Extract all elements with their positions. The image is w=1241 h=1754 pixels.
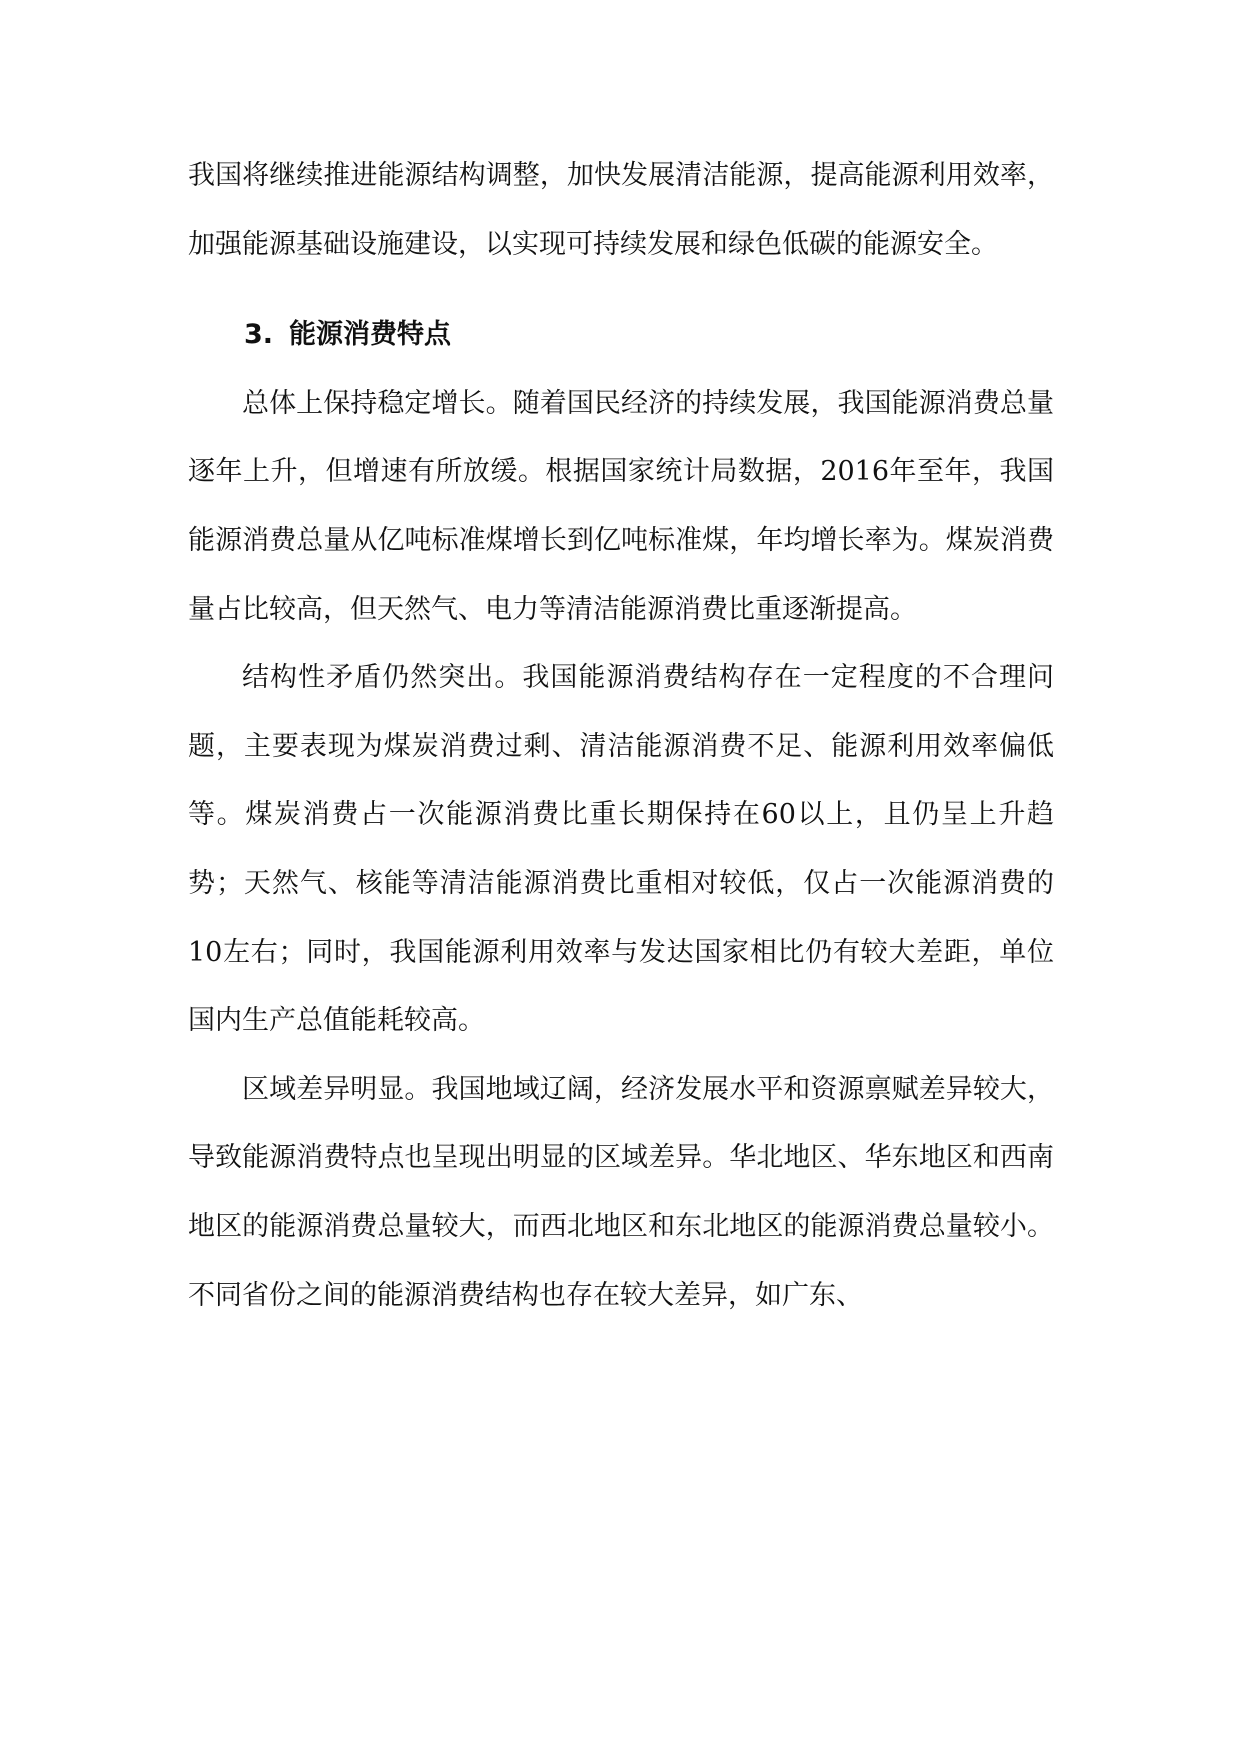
paragraph-growth: 总体上保持稳定增长。随着国民经济的持续发展，我国能源消费总量逐年上升，但增速有所放缓。根据国家统计局数据，2016年至年，我国能源消费总量从亿吨标准煤增长到亿吨标准煤，年均增长率为。煤炭消费量占比较高，但天然气、电力等清洁能源消费比重逐渐提高。 <box>188 387 1054 625</box>
section-heading <box>188 301 1054 370</box>
paragraph-structure: 结构性矛盾仍然突出。我国能源消费结构存在一定程度的不合理问题，主要表现为煤炭消费过剩、清洁能源消费不足、能源利用效率偏低等。煤炭消费占一次能源消费比重长期保持在60以上，且仍呈上升趋势；天然气、核能等清洁能源消费比重相对较低，仅占一次能源消费的10左右；同时，我国能源利用效率与发达国家相比仍有较大差距，单位国内生产总值能耗较高。 <box>188 662 1054 1037</box>
section-title: 能源消费特点 <box>289 319 452 351</box>
document-body <box>188 142 1054 1330</box>
paragraph-continued: 我国将继续推进能源结构调整，加快发展清洁能源，提高能源利用效率，加强能源基础设施建设，以实现可持续发展和绿色低碳的能源安全。 <box>188 160 1054 260</box>
section-number: 3. <box>244 319 274 351</box>
paragraph-regional: 区域差异明显。我国地域辽阔，经济发展水平和资源禀赋差异较大，导致能源消费特点也呈现出明显的区域差异。华北地区、华东地区和西南地区的能源消费总量较大，而西北地区和东北地区的能源消费总量较小。不同省份之间的能源消费结构也存在较大差异，如广东、 <box>188 1073 1054 1311</box>
